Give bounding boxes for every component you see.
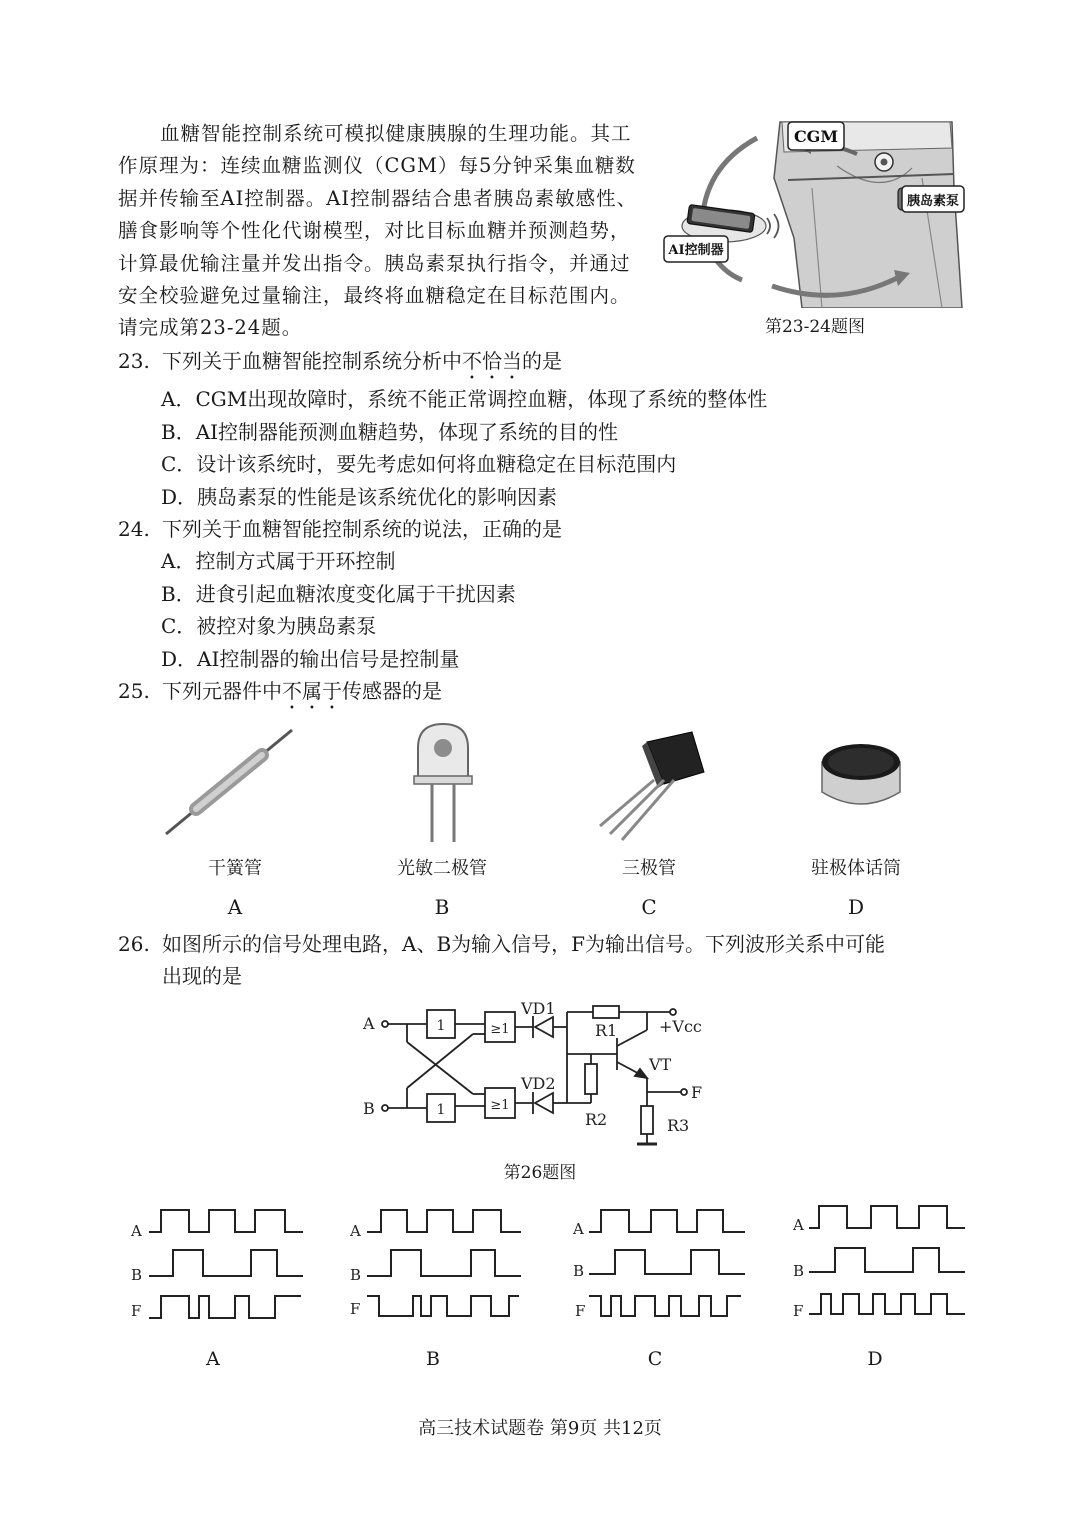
resistor-r2-label: R2 (585, 1110, 608, 1129)
component-name-b: 光敏二极管 (397, 858, 487, 879)
q26-option-b[interactable]: B (426, 1348, 440, 1370)
q23-option-b[interactable]: B．AI控制器能预测血糖趋势，体现了系统的目的性 (161, 419, 619, 444)
q25-option-d[interactable]: D (847, 895, 865, 919)
question-23-options (161, 383, 767, 513)
figure-23-24 (662, 118, 968, 308)
q23-stem-emphasis: 不恰当 (462, 349, 522, 373)
q23-option-d[interactable]: D．胰岛素泵的性能是该系统优化的影响因素 (161, 484, 558, 509)
resistor-r1-label: R1 (595, 1021, 618, 1040)
signal-processing-circuit (355, 998, 715, 1150)
q24-stem: 下列关于血糖智能控制系统的说法，正确的是 (162, 517, 562, 541)
label-cgm: CGM (793, 127, 839, 146)
question-number: 26. (118, 932, 150, 956)
wave-label-d-sig-b: B (793, 1262, 805, 1280)
q26-stem-line2: 出现的是 (162, 964, 242, 988)
label-pump: 胰岛素泵 (906, 194, 960, 209)
question-number: 25. (118, 679, 150, 703)
wave-label-a-sig-f: F (131, 1302, 142, 1320)
reed-switch-image (160, 722, 300, 842)
diode-vd2-label: VD2 (521, 1074, 556, 1093)
wave-label-c-sig-a: A (573, 1220, 584, 1238)
q25-stem-after: 传感器的是 (342, 679, 442, 703)
question-24-options (161, 545, 516, 675)
q25-option-c[interactable]: C (641, 895, 657, 919)
wave-label-d-sig-a: A (793, 1216, 804, 1234)
electret-microphone-image (818, 740, 904, 814)
waveform-options (125, 1200, 975, 1330)
wave-label-b-sig-a: A (350, 1222, 361, 1240)
circuit-output-f: F (691, 1083, 703, 1102)
not-gate-bottom: 1 (436, 1102, 446, 1118)
q23-option-a[interactable]: A．CGM出现故障时，系统不能正常调控血糖，体现了系统的整体性 (161, 387, 768, 411)
wave-label-d-sig-f: F (793, 1302, 804, 1320)
q26-stem-line1: 如图所示的信号处理电路，A、B为输入信号，F为输出信号。下列波形关系中可能 (162, 932, 886, 956)
wave-label-c-sig-f: F (575, 1302, 586, 1320)
intro-paragraph (118, 118, 648, 345)
figure-23-24-caption: 第23-24题图 (764, 317, 865, 337)
photodiode-image (398, 718, 488, 846)
q23-option-c[interactable]: C．设计该系统时，要先考虑如何将血糖稳定在目标范围内 (161, 452, 677, 476)
q25-stem-emphasis: 不属于 (282, 679, 342, 703)
q25-option-a[interactable]: A (227, 895, 243, 919)
circuit-input-a: A (363, 1014, 375, 1033)
q26-option-d[interactable]: D (867, 1348, 883, 1370)
question-24-stem (118, 513, 562, 545)
or-gate-top: ≥1 (490, 1022, 510, 1037)
q23-stem-before: 下列关于血糖智能控制系统分析中 (162, 349, 462, 373)
component-name-c: 三极管 (622, 858, 676, 879)
q26-option-a[interactable]: A (206, 1348, 220, 1370)
wave-label-a-sig-a: A (131, 1222, 142, 1240)
figure-26-caption: 第26题图 (503, 1163, 577, 1183)
resistor-r3-label: R3 (667, 1116, 690, 1135)
diode-vd1-label: VD1 (521, 999, 556, 1018)
wave-label-c-sig-b: B (573, 1262, 585, 1280)
wave-label-b-sig-b: B (350, 1266, 362, 1284)
question-number: 24. (118, 517, 150, 541)
transistor-vt-label: VT (649, 1055, 672, 1074)
component-name-a: 干簧管 (208, 858, 262, 879)
wave-label-a-sig-b: B (131, 1266, 143, 1284)
q25-option-b[interactable]: B (434, 895, 450, 919)
q24-option-a[interactable]: A．控制方式属于开环控制 (161, 549, 396, 573)
q26-option-c[interactable]: C (647, 1348, 663, 1370)
question-23-stem (118, 345, 562, 384)
q24-option-b[interactable]: B．进食引起血糖浓度变化属于干扰因素 (161, 581, 516, 606)
vcc-label: +Vcc (659, 1017, 702, 1036)
page-footer: 高三技术试题卷 第9页 共12页 (418, 1418, 662, 1439)
q25-stem-before: 下列元器件中 (162, 679, 282, 703)
transistor-image (592, 722, 712, 842)
wave-label-b-sig-f: F (350, 1300, 361, 1318)
component-name-d[interactable]: 驻极体话筒 (811, 858, 901, 879)
intro-text: 血糖智能控制系统可模拟健康胰腺的生理功能。其工作原理为：连续血糖监测仪（CGM）每5分钟采集血糖数据并传输至AI控制器。AI控制器结合患者胰岛素敏感性、膳食影响等个性化代谢模型，对比目标血糖并预测趋势，计算最优输注量并发出指令。胰岛素泵执行指令，并通过安全校验避免过量输注，最终将血糖稳定在目标范围内。请完成第23-24题。 (118, 122, 638, 340)
q23-stem-after: 的是 (522, 349, 562, 373)
q24-option-c[interactable]: C．被控对象为胰岛素泵 (161, 614, 377, 638)
circuit-input-b: B (363, 1099, 375, 1118)
question-number: 23. (118, 349, 150, 373)
question-25-stem (118, 675, 442, 714)
label-ai-controller: AI控制器 (668, 243, 724, 258)
or-gate-bottom: ≥1 (490, 1098, 510, 1113)
not-gate-top: 1 (436, 1018, 446, 1034)
q24-option-d[interactable]: D．AI控制器的输出信号是控制量 (161, 646, 460, 671)
question-26-stem (118, 928, 885, 960)
